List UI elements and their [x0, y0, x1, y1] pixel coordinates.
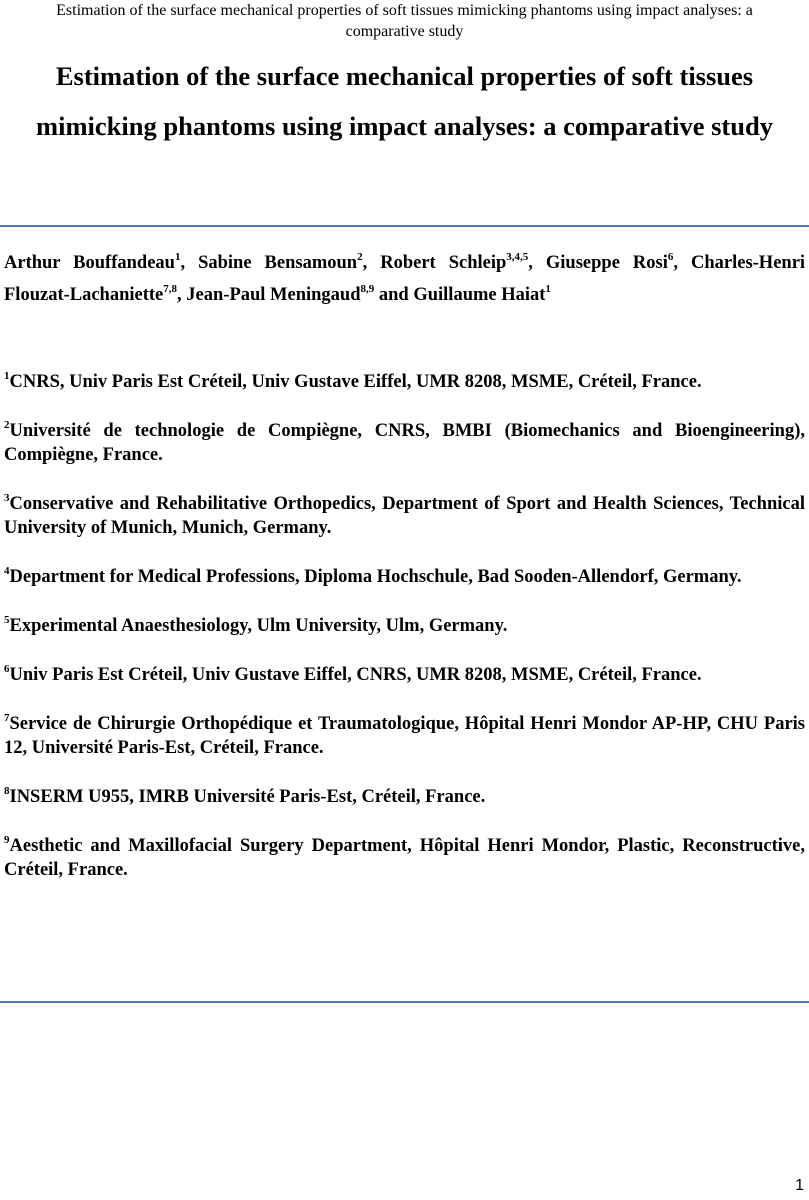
affiliation-text: Experimental Anaesthesiology, Ulm University, Ulm, Germany. — [9, 616, 508, 636]
affiliation-text: Service de Chirurgie Orthopédique et Traumatologique, Hôpital Henri Mondor AP-HP, CHU Paris 12, Université Paris-Est, Créteil, France. — [4, 714, 805, 758]
author-name: Guillaume Haiat — [413, 285, 546, 305]
affiliation-text: CNRS, Univ Paris Est Créteil, Univ Gustave Eiffel, UMR 8208, MSME, Créteil, France. — [9, 372, 702, 392]
author-affiliation-marker: 6 — [667, 250, 674, 263]
author-affiliation-marker: 3,4,5 — [506, 250, 529, 263]
author-name: Giuseppe Rosi — [545, 253, 668, 273]
affiliation-text: Aesthetic and Maxillofacial Surgery Department, Hôpital Henri Mondor, Plastic, Reconstructive, Créteil, France. — [4, 836, 805, 880]
author-affiliation-marker: 1 — [545, 282, 551, 295]
affiliation-item — [4, 785, 805, 809]
affiliation-number: 2 — [4, 418, 10, 431]
author-name: Sabine Bensamoun — [198, 253, 358, 273]
divider-bottom — [0, 1001, 809, 1003]
affiliation-text: Univ Paris Est Créteil, Univ Gustave Eiffel, CNRS, UMR 8208, MSME, Créteil, France. — [9, 665, 702, 685]
affiliation-number: 9 — [4, 833, 10, 846]
author-name: Charles-Henri Flouzat-Lachaniette — [4, 253, 806, 305]
affiliation-item — [4, 492, 805, 540]
affiliation-text: Université de technologie de Compiègne, CNRS, BMBI (Biomechanics and Bioengineering), Compiègne, France. — [4, 421, 805, 465]
author-name: Jean-Paul Meningaud — [186, 285, 361, 305]
affiliation-item — [4, 712, 805, 760]
affiliation-item — [4, 565, 805, 589]
affiliation-item — [4, 663, 805, 687]
paper-title: Estimation of the surface mechanical properties of soft tissues mimicking phantoms using impact analyses: a comparative study — [36, 61, 773, 141]
affiliation-text: Department for Medical Professions, Diploma Hochschule, Bad Sooden-Allendorf, Germany. — [9, 567, 742, 587]
affiliation-number: 6 — [4, 662, 10, 675]
author-separator: , — [362, 253, 381, 273]
author-name: Robert Schleip — [380, 253, 507, 273]
divider-top — [0, 225, 809, 227]
author-separator: and — [374, 285, 414, 305]
author-separator: , — [673, 253, 691, 273]
affiliation-number: 1 — [4, 369, 10, 382]
affiliation-item — [4, 834, 805, 882]
affiliation-number: 3 — [4, 491, 10, 504]
affiliation-number: 8 — [4, 784, 10, 797]
running-header: Estimation of the surface mechanical properties of soft tissues mimicking phantoms using impact analyses: a comparative study — [56, 2, 753, 40]
page-number: 1 — [795, 1177, 804, 1194]
affiliation-number: 7 — [4, 711, 10, 724]
affiliation-number: 5 — [4, 613, 10, 626]
author-affiliation-marker: 7,8 — [163, 282, 178, 295]
author-affiliation-marker: 1 — [174, 250, 181, 263]
author-affiliation-marker: 2 — [357, 250, 363, 263]
author-list — [4, 247, 805, 311]
affiliation-text: Conservative and Rehabilitative Orthopedics, Department of Sport and Health Sciences, Technical University of Munich, Munich, Germany. — [4, 494, 805, 538]
author-separator: , — [180, 253, 199, 273]
author-name: Arthur Bouffandeau — [4, 253, 175, 273]
affiliation-item — [4, 419, 805, 467]
author-separator: , — [177, 285, 187, 305]
affiliation-list — [4, 370, 805, 907]
affiliation-text: INSERM U955, IMRB Université Paris-Est, Créteil, France. — [9, 787, 486, 807]
affiliation-number: 4 — [4, 564, 10, 577]
author-affiliation-marker: 8,9 — [360, 282, 375, 295]
author-separator: , — [528, 253, 546, 273]
affiliation-item — [4, 614, 805, 638]
affiliation-item — [4, 370, 805, 394]
